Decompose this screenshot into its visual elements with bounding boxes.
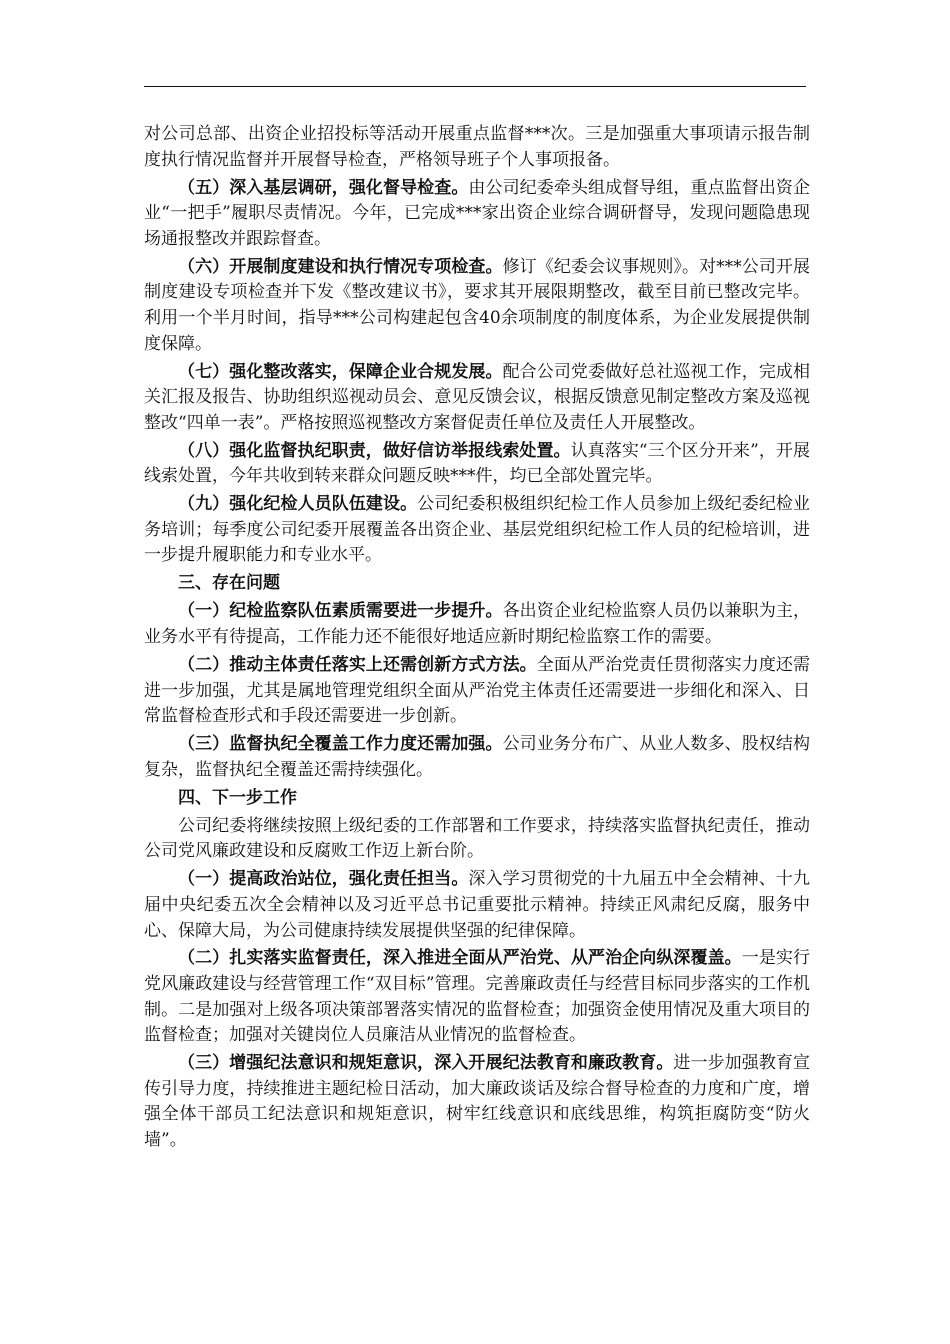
paragraph-text: 公司纪委将继续按照上级纪委的工作部署和工作要求，持续落实监督执纪责任，推动公司党风廉政建设和反腐败工作迈上新台阶。 [144,815,810,862]
paragraph-text: 配合公司党委做好总社巡视工作，完成相关汇报及报告、协助组织巡视动员会、意见反馈会议，根据反馈意见制定整改方案及巡视整改“四单一表”。严格按照巡视整改方案督促责任单位及责任人开展整改。 [144,361,811,433]
paragraph-lead: （一）提高政治站位，强化责任担当。 [178,869,469,890]
paragraph-lead: （八）强化监督执纪职责，做好信访举报线索处置。 [178,440,571,461]
paragraph-problem-2 [144,653,810,730]
document-body [144,122,810,1156]
paragraph-next-2 [144,946,810,1048]
paragraph-text: 对公司总部、出资企业招投标等活动开展重点监督***次。三是加强重大事项请示报告制度执行情况监督并开展督导检查，严格领导班子个人事项报备。 [144,124,810,170]
paragraph-text: 深入学习贯彻党的十九届五中全会精神、十九届中央纪委五次全会精神以及习近平总书记重要批示精神。持续正风肃纪反腐，服务中心、保障大局，为公司健康持续发展提供坚强的纪律保障。 [144,869,811,941]
paragraph-item-7 [144,360,810,437]
paragraph-text: 进一步加强教育宣传引导力度，持续推进主题纪检日活动，加大廉政谈话及综合督导检查的力度和广度，增强全体干部员工纪法意识和规矩意识，树牢红线意识和底线思维，构筑拒腐防变“防火墙”。 [144,1053,811,1151]
paragraph-lead: （三）监督执纪全覆盖工作力度还需加强。 [178,734,503,755]
paragraph-lead: （一）纪检监察队伍素质需要进一步提升。 [178,601,503,622]
paragraph-text: 认真落实“三个区分开来”，开展线索处置，今年共收到转来群众问题反映***件，均已全部处置完毕。 [144,440,810,487]
paragraph-text: 修订《纪委会议事规则》。对***公司开展制度建设专项检查并下发《整改建议书》，要求其开展限期整改，截至目前已整改完毕。利用一个半月时间，指导***公司构建起包含40余项制度的制度体系，为企业发展提供制度保障。 [144,256,811,354]
paragraph-item-6 [144,255,810,357]
paragraph-text: 由公司纪委牵头组成督导组，重点监督出资企业“一把手”履职尽责情况。今年，已完成***家出资企业综合调研督导，发现问题隐患现场通报整改并跟踪督查。 [144,177,811,249]
paragraph-lead: （二）推动主体责任落实上还需创新方式方法。 [178,655,537,675]
paragraph-continuation [144,122,810,173]
paragraph-lead: （六）开展制度建设和执行情况专项检查。 [178,256,503,277]
paragraph-next-1 [144,867,810,944]
paragraph-item-5 [144,176,810,253]
paragraph-lead: （五）深入基层调研，强化督导检查。 [178,177,469,198]
paragraph-item-9 [144,492,810,569]
section-heading-problems [144,571,810,597]
paragraph-text: 各出资企业纪检监察人员仍以兼职为主，业务水平有待提高，工作能力还不能很好地适应新时期纪检监察工作的需要。 [144,601,811,648]
paragraph-text: 一是实行党风廉政建设与经营管理工作“双目标”管理。完善廉政责任与经营目标同步落实的工作机制。二是加强对上级各项决策部署落实情况的监督检查；加强资金使用情况及重大项目的监督检查；加强对关键岗位人员廉洁从业情况的监督检查。 [144,948,810,1046]
paragraph-lead: （三）增强纪法意识和规矩意识，深入开展纪法教育和廉政教育。 [178,1053,674,1074]
paragraph-lead: （七）强化整改落实，保障企业合规发展。 [178,361,503,382]
paragraph-text: 公司业务分布广、从业人数多、股权结构复杂，监督执纪全覆盖还需持续强化。 [144,734,811,780]
paragraph-problem-3 [144,732,810,783]
paragraph-lead: （二）扎实落实监督责任，深入推进全面从严治党、从严治企向纵深覆盖。 [178,948,742,969]
paragraph-text: 公司纪委积极组织纪检工作人员参加上级纪委纪检业务培训；每季度公司纪委开展覆盖各出资企业、基层党组织纪检工作人员的纪检培训，进一步提升履职能力和专业水平。 [144,494,811,566]
header-rule [144,86,806,87]
paragraph-text: 全面从严治党责任贯彻落实力度还需进一步加强，尤其是属地管理党组织全面从严治党主体责任还需要进一步细化和深入、日常监督检查形式和手段还需要进一步创新。 [144,655,810,727]
paragraph-intro [144,814,810,865]
paragraph-item-8 [144,439,810,490]
section-heading-text: 三、存在问题 [178,573,280,594]
paragraph-problem-1 [144,599,810,650]
paragraph-lead: （九）强化纪检人员队伍建设。 [178,494,418,515]
section-heading-next-steps [144,786,810,812]
paragraph-next-3 [144,1051,810,1153]
section-heading-text: 四、下一步工作 [178,787,297,808]
